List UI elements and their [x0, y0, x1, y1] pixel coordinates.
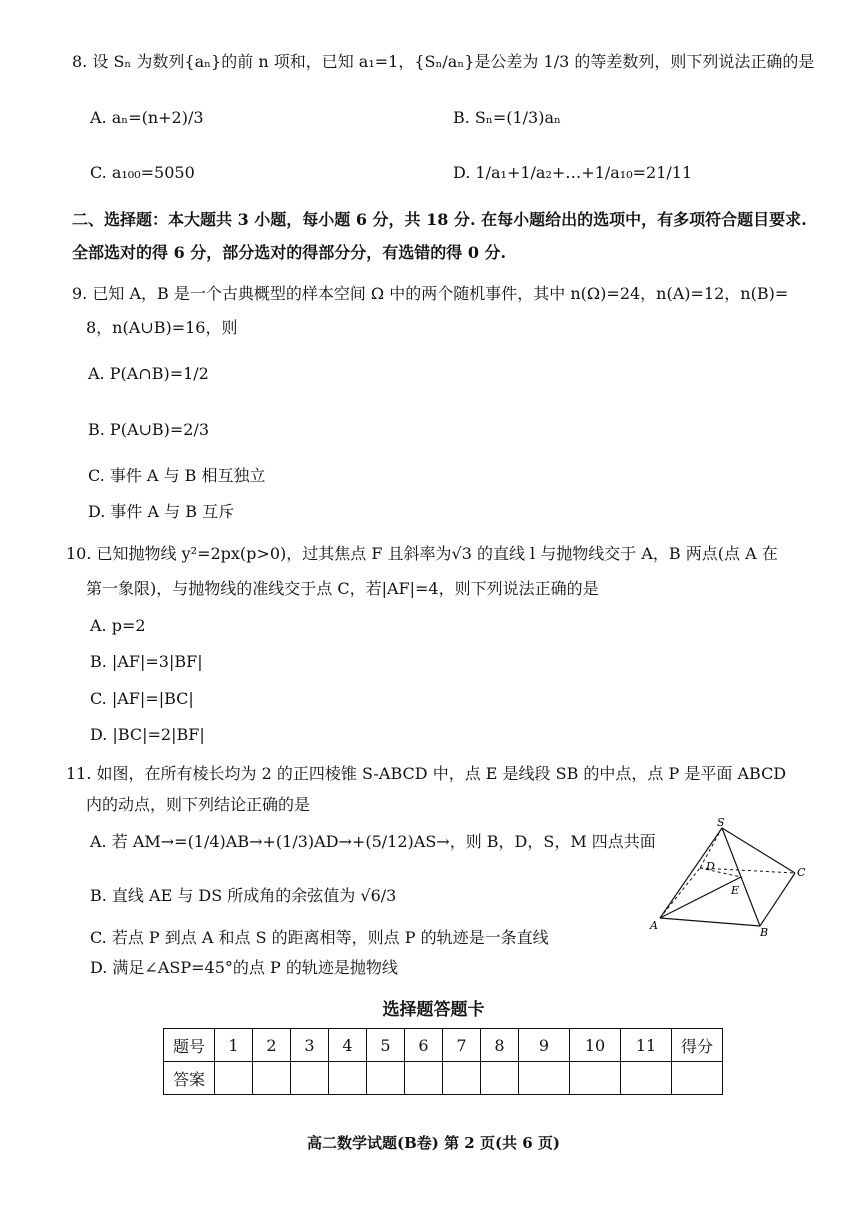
- label-e: E: [731, 884, 740, 897]
- q11-stem-line1: 11. 如图，在所有棱长均为 2 的正四棱锥 S-ABCD 中，点 E 是线段 SB 的中点，点 P 是平面 ABCD: [66, 764, 787, 783]
- section2-line1: 二、选择题：本大题共 3 小题，每小题 6 分，共 18 分. 在每小题给出的选项中，有多项符合题目要求.: [72, 210, 807, 229]
- q11-option-b: B. 直线 AE 与 DS 所成角的余弦值为 √6/3: [90, 886, 397, 905]
- q9-option-b: B. P(A∪B)=2/3: [88, 420, 210, 439]
- header-5: 5: [367, 1029, 405, 1062]
- answer-cell[interactable]: [405, 1062, 443, 1095]
- answer-label: 答案: [164, 1062, 215, 1095]
- q10-option-c: C. |AF|=|BC|: [90, 689, 194, 708]
- q9-option-a: A. P(A∩B)=1/2: [88, 364, 209, 383]
- header-label: 题号: [164, 1029, 215, 1062]
- answer-cell[interactable]: [253, 1062, 291, 1095]
- q8-option-b: B. Sₙ=(1/3)aₙ: [453, 108, 561, 127]
- q11-option-d: D. 满足∠ASP=45°的点 P 的轨迹是抛物线: [90, 958, 398, 977]
- label-b: B: [760, 926, 769, 938]
- q10-option-a: A. p=2: [90, 616, 146, 635]
- answer-cell[interactable]: [621, 1062, 672, 1095]
- answer-cell[interactable]: [329, 1062, 367, 1095]
- label-a: A: [650, 919, 658, 932]
- answer-cell[interactable]: [291, 1062, 329, 1095]
- header-6: 6: [405, 1029, 443, 1062]
- header-11: 11: [621, 1029, 672, 1062]
- q11-stem-line2: 内的动点，则下列结论正确的是: [86, 795, 311, 814]
- page-footer: 高二数学试题(B卷) 第 2 页(共 6 页): [306, 1134, 561, 1152]
- answer-cell[interactable]: [443, 1062, 481, 1095]
- answer-card-header-row: [164, 1029, 723, 1062]
- section2-line2: 全部选对的得 6 分，部分选对的得部分分，有选错的得 0 分.: [72, 243, 507, 262]
- score-cell[interactable]: [672, 1062, 723, 1095]
- header-2: 2: [253, 1029, 291, 1062]
- header-4: 4: [329, 1029, 367, 1062]
- answer-cell[interactable]: [481, 1062, 519, 1095]
- q9-stem-line2: 8，n(A∪B)=16，则: [86, 318, 238, 337]
- answer-cell[interactable]: [570, 1062, 621, 1095]
- answer-cell[interactable]: [367, 1062, 405, 1095]
- header-9: 9: [519, 1029, 570, 1062]
- header-8: 8: [481, 1029, 519, 1062]
- q8-option-d: D. 1/a₁+1/a₂+…+1/a₁₀=21/11: [453, 163, 693, 182]
- label-d: D: [706, 860, 715, 873]
- header-score: 得分: [672, 1029, 723, 1062]
- header-10: 10: [570, 1029, 621, 1062]
- q8-option-c: C. a₁₀₀=5050: [90, 163, 195, 182]
- q9-option-c: C. 事件 A 与 B 相互独立: [88, 466, 266, 485]
- answer-card-answer-row: [164, 1062, 723, 1095]
- q11-option-c: C. 若点 P 到点 A 和点 S 的距离相等，则点 P 的轨迹是一条直线: [90, 928, 549, 947]
- label-c: C: [797, 866, 806, 879]
- q11-option-a: A. 若 AM→=(1/4)AB→+(1/3)AD→+(5/12)AS→，则 B，D，S，M 四点共面: [90, 832, 656, 851]
- answer-card-title: 选择题答题卡: [382, 1000, 485, 1020]
- header-3: 3: [291, 1029, 329, 1062]
- header-7: 7: [443, 1029, 481, 1062]
- q9-stem-line1: 9. 已知 A，B 是一个古典概型的样本空间 Ω 中的两个随机事件，其中 n(Ω)=24，n(A)=12，n(B)=: [72, 284, 789, 303]
- header-1: 1: [215, 1029, 253, 1062]
- answer-cell[interactable]: [215, 1062, 253, 1095]
- q10-stem-line2: 第一象限)，与抛物线的准线交于点 C，若|AF|=4，则下列说法正确的是: [86, 579, 599, 598]
- answer-card-table: [163, 1028, 723, 1095]
- q8-option-a: A. aₙ=(n+2)/3: [90, 108, 204, 127]
- label-s: S: [717, 818, 725, 829]
- q8-stem: 8. 设 Sₙ 为数列{aₙ}的前 n 项和，已知 a₁=1，{Sₙ/aₙ}是公差为 1/3 的等差数列，则下列说法正确的是: [72, 52, 815, 71]
- q10-option-d: D. |BC|=2|BF|: [90, 725, 205, 744]
- q9-option-d: D. 事件 A 与 B 互斥: [88, 502, 235, 521]
- answer-cell[interactable]: [519, 1062, 570, 1095]
- q10-option-b: B. |AF|=3|BF|: [90, 652, 203, 671]
- q10-stem-line1: 10. 已知抛物线 y²=2px(p>0)，过其焦点 F 且斜率为√3 的直线 l 与抛物线交于 A，B 两点(点 A 在: [66, 544, 778, 563]
- pyramid-figure: [640, 818, 820, 942]
